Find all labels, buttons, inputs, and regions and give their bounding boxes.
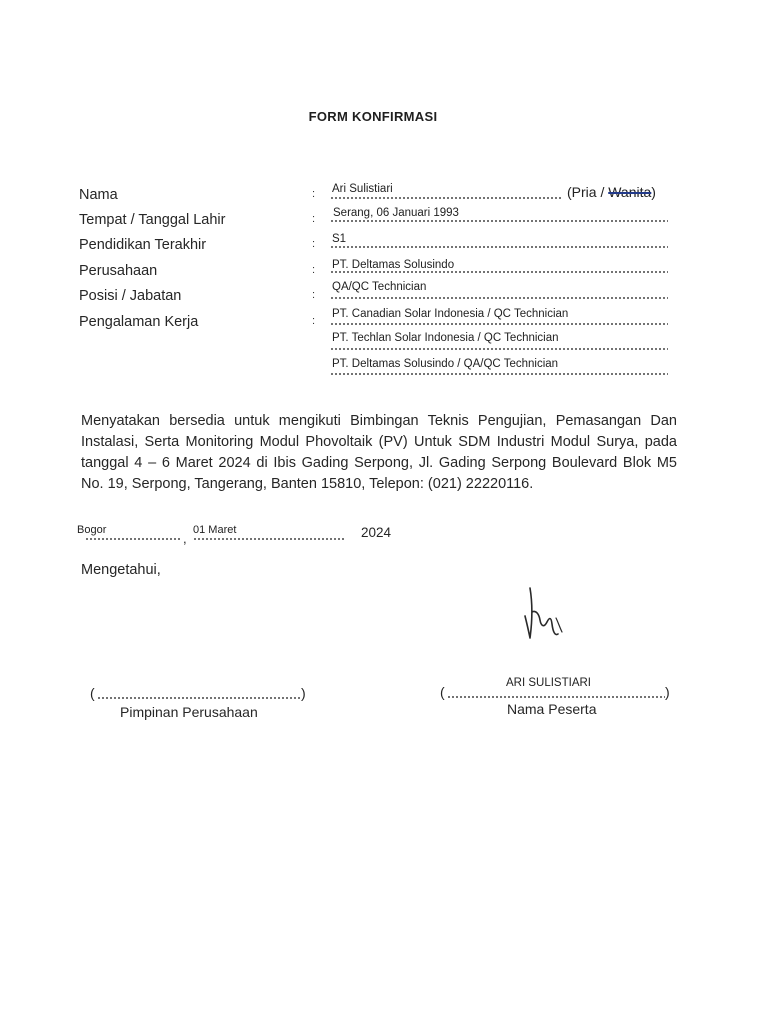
colon-pendidikan: : — [312, 238, 316, 250]
right-signature-line — [447, 696, 665, 698]
gender-choice — [567, 184, 656, 200]
date-comma: , — [183, 531, 187, 546]
colon-perusahaan: : — [312, 264, 316, 276]
left-open-paren: ( — [90, 685, 95, 701]
colon-tempat: : — [312, 213, 316, 225]
gender-close-paren: ) — [651, 184, 656, 200]
value-pengalaman-3: PT. Deltamas Solusindo / QA/QC Technician — [332, 358, 559, 370]
right-signature-role: Nama Peserta — [507, 701, 597, 717]
value-nama: Ari Sulistiari — [332, 183, 393, 195]
signature-mark — [522, 582, 572, 644]
left-close-paren: ) — [301, 685, 306, 701]
dotted-line-pengalaman-3 — [330, 373, 668, 375]
dotted-line-pengalaman-1 — [330, 323, 668, 325]
statement-paragraph: Menyatakan bersedia untuk mengikuti Bimbingan Teknis Pengujian, Pemasangan Dan Instalasi, Serta Monitoring Modul Phovoltaik (PV) Untuk SDM Industri Modul Surya, pada tanggal 4 – 6 Maret 2024 di Ibis Gading Serpong, Jl. Gading Serpong Boulevard Blok M5 No. 19, Serpong, Tangerang, Banten 15810, Telepon: (021) 22220116. — [81, 413, 677, 492]
right-open-paren: ( — [440, 684, 445, 700]
dotted-line-perusahaan — [330, 271, 668, 273]
acknowledged-label: Mengetahui, — [81, 562, 161, 578]
dotted-line-posisi — [330, 297, 668, 299]
dotted-line-tempat — [330, 220, 668, 222]
value-pengalaman-2: PT. Techlan Solar Indonesia / QC Technician — [332, 332, 559, 344]
dotted-line-nama — [330, 197, 562, 199]
right-signatory-name: ARI SULISTIARI — [506, 677, 591, 689]
label-pengalaman-kerja: Pengalaman Kerja — [79, 314, 199, 330]
dotted-line-pengalaman-2 — [330, 348, 668, 350]
date-day-month: 01 Maret — [193, 524, 237, 536]
label-pendidikan-terakhir: Pendidikan Terakhir — [79, 237, 207, 253]
colon-posisi: : — [312, 289, 316, 301]
value-pendidikan: S1 — [332, 233, 347, 245]
date-year: 2024 — [361, 525, 392, 540]
gender-option-wanita-struck: Wanita — [608, 184, 652, 200]
dotted-line-date — [193, 538, 346, 540]
left-signature-line — [97, 697, 301, 699]
label-perusahaan: Perusahaan — [79, 263, 158, 279]
right-close-paren: ) — [665, 684, 670, 700]
value-pengalaman-1: PT. Canadian Solar Indonesia / QC Technician — [332, 308, 569, 320]
dotted-line-pendidikan — [330, 246, 668, 248]
left-signature-role: Pimpinan Perusahaan — [120, 704, 258, 720]
colon-pengalaman: : — [312, 315, 316, 327]
date-city: Bogor — [77, 524, 107, 536]
value-perusahaan: PT. Deltamas Solusindo — [332, 259, 455, 271]
label-posisi-jabatan: Posisi / Jabatan — [79, 288, 182, 304]
value-tempat-tanggal-lahir: Serang, 06 Januari 1993 — [333, 207, 459, 219]
label-tempat-tanggal-lahir: Tempat / Tanggal Lahir — [79, 212, 226, 228]
gender-option-pria: (Pria / — [567, 184, 605, 200]
colon-nama: : — [312, 188, 316, 200]
dotted-line-city — [85, 538, 181, 540]
label-nama: Nama — [79, 187, 118, 203]
value-posisi: QA/QC Technician — [332, 281, 427, 293]
form-title: FORM KONFIRMASI — [308, 109, 438, 124]
